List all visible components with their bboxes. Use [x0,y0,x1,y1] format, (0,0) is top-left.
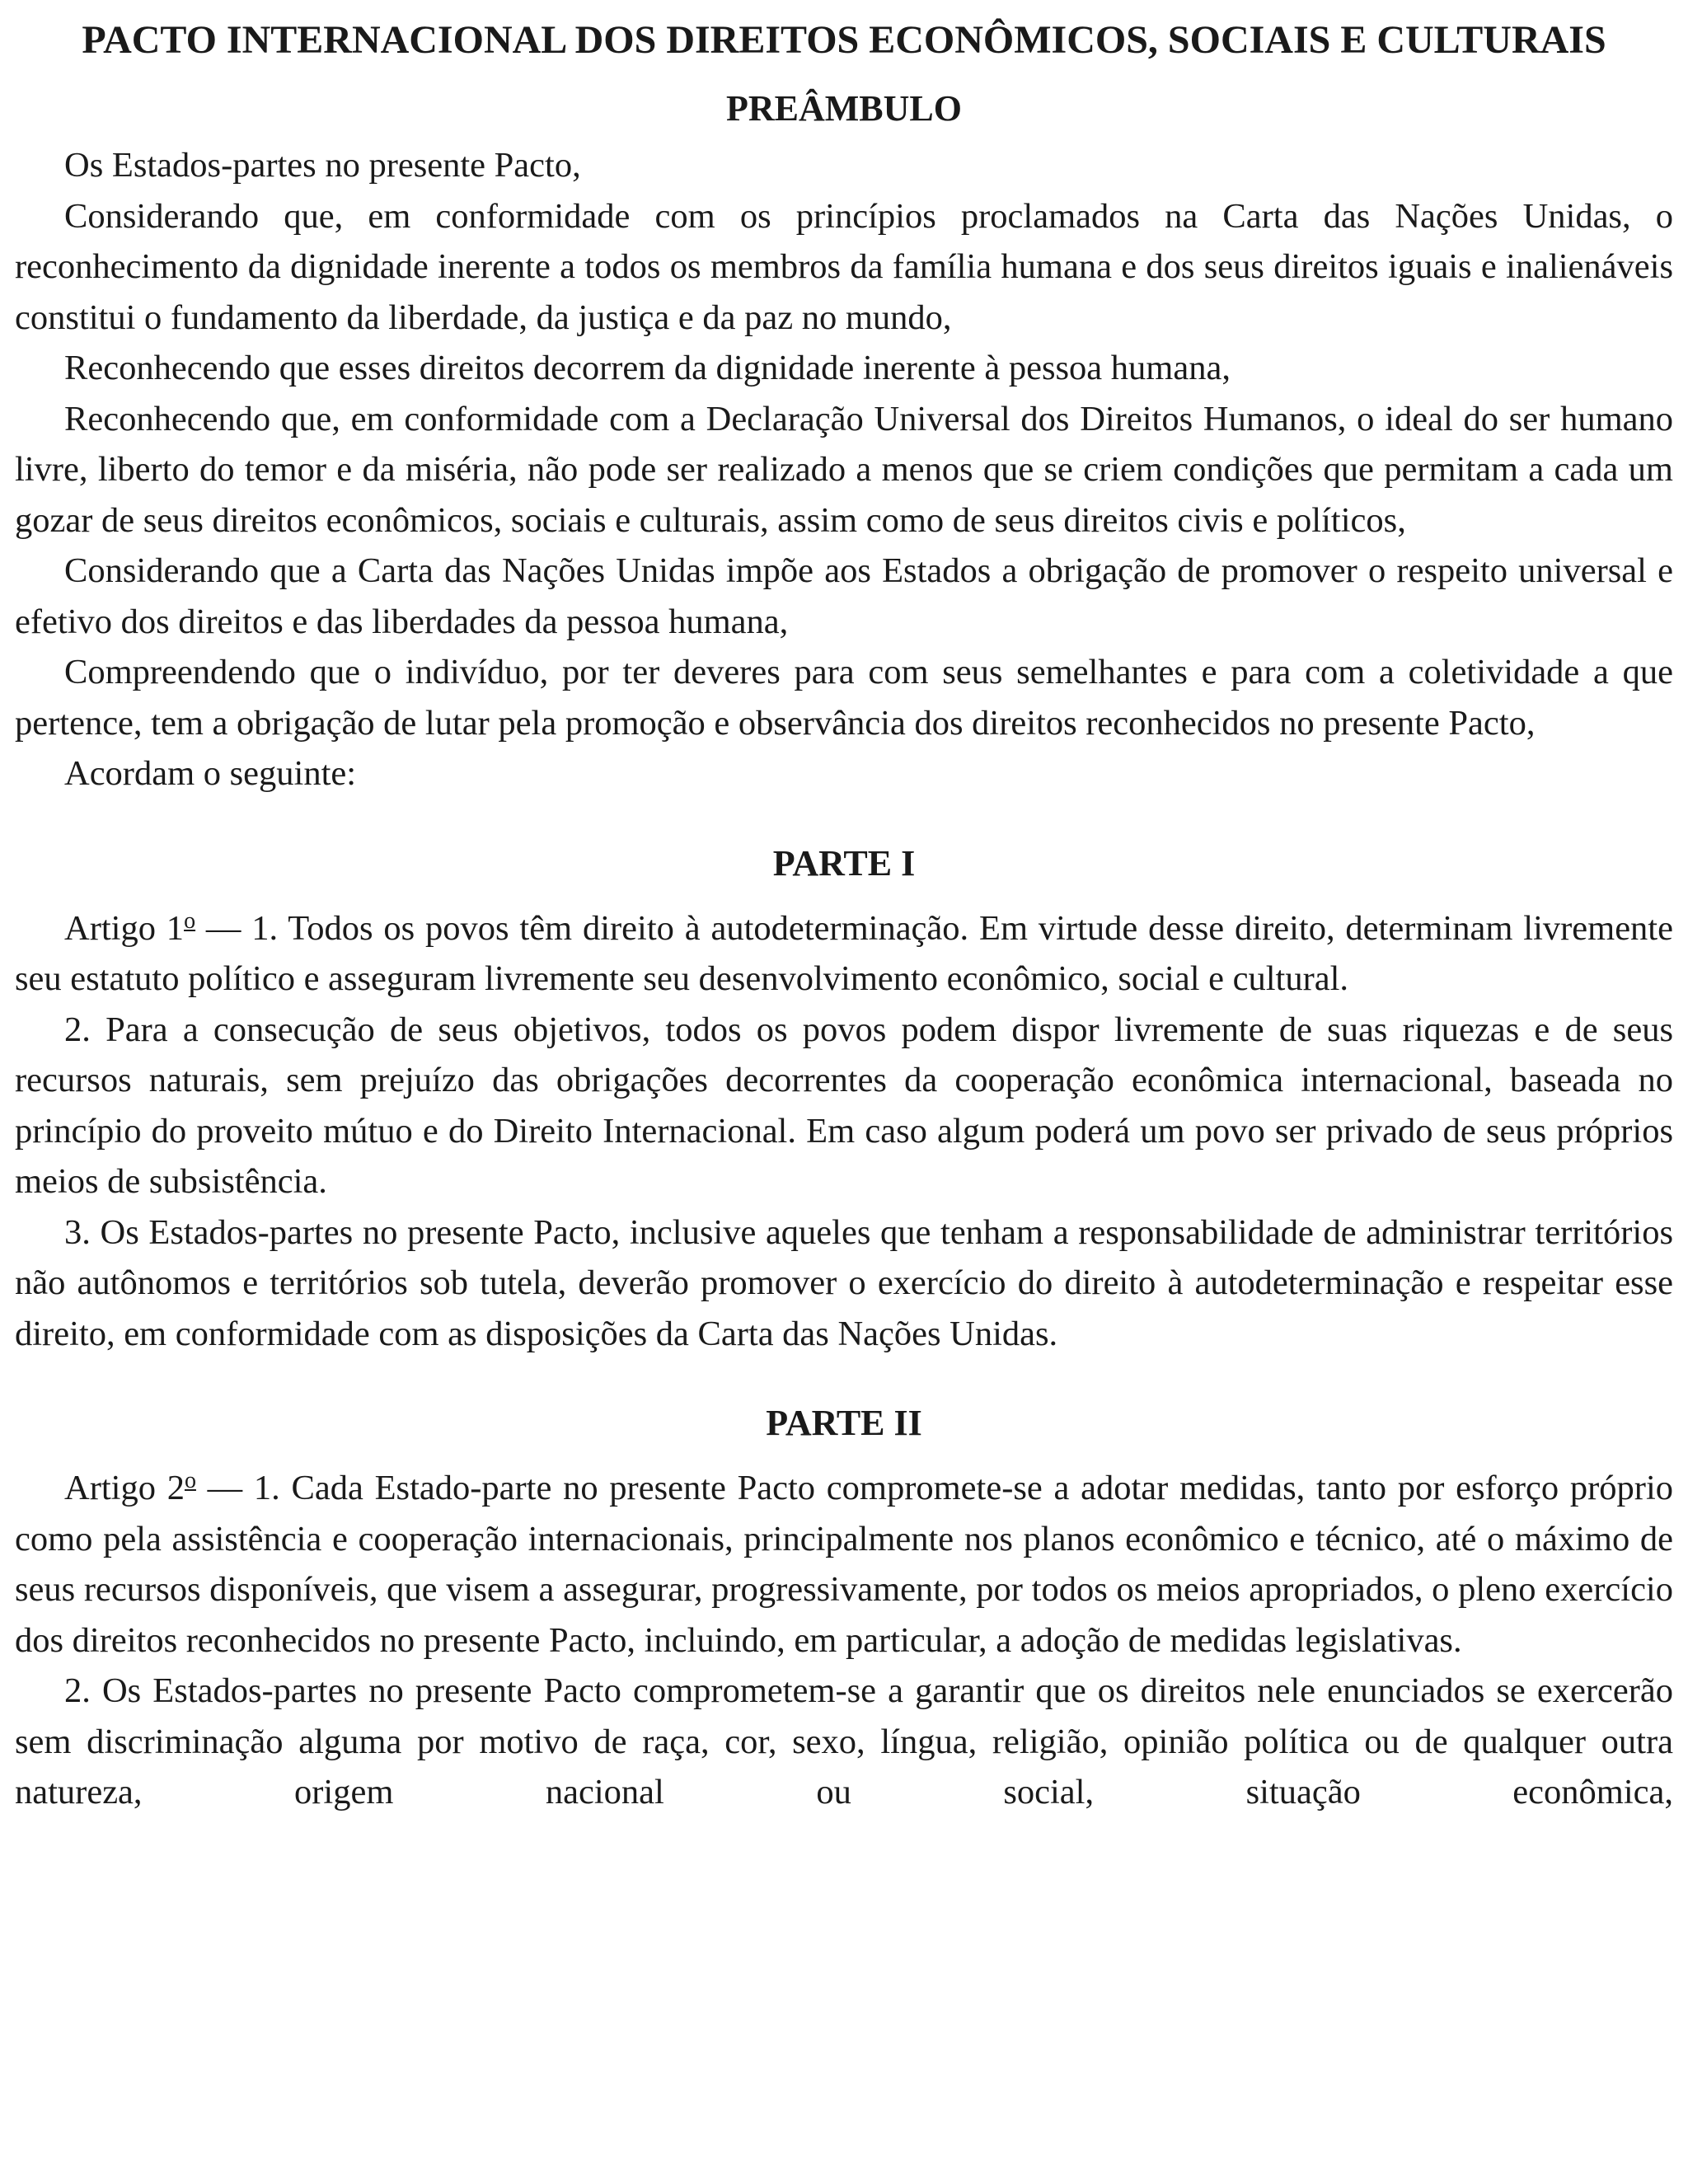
artigo-1-ordinal: o [184,907,196,934]
artigo-2-ordinal: o [184,1468,196,1493]
document-page [15,15,1673,1818]
preambulo-paragraph-7: Acordam o seguinte: [64,754,357,793]
preambulo-paragraph-2: Considerando que, em conformidade com os princípios proclamados na Carta das Nações Unidas, o reconhecimento da dignidade inerente a todos os membros da família humana e dos seus direitos iguais e inalienáveis constitui o fundamento da liberdade, da justiça e da paz no mundo, [15,196,1673,337]
preambulo-paragraph-6: Compreendendo que o indivíduo, por ter deveres para com seus semelhantes e para com a coletividade a que pertence, tem a obrigação de lutar pela promoção e observância dos direitos reconhecidos no presente Pacto, [15,653,1673,743]
artigo-1-label: Artigo 1 [64,908,185,948]
artigo-1-paragraph-1 [15,903,1673,1005]
preambulo-paragraph-5: Considerando que a Carta das Nações Unidas impõe aos Estados a obrigação de promover o respeito universal e efetivo dos direitos e das liberdades da pessoa humana, [15,551,1673,641]
artigo-1-paragraph-2: 2. Para a consecução de seus objetivos, todos os povos podem dispor livremente de suas riquezas e de seus recursos naturais, sem prejuízo das obrigações decorrentes da cooperação econômica internacional, baseada no princípio do proveito mútuo e do Direito Internacional. Em caso algum poderá um povo ser privado de seus próprios meios de subsistência. [15,1010,1673,1201]
artigo-2-text: — 1. Cada Estado-parte no presente Pacto compromete-se a adotar medidas, tanto por esforço próprio como pela assistência e cooperação internacionais, principalmente nos planos econômico e técnico, até o máximo de seus recursos disponíveis, que visem a assegurar, progressivamente, por todos os meios apropriados, o pleno exercício dos direitos reconhecidos no presente Pacto, incluindo, em particular, a adoção de medidas legislativas. [15,1469,1673,1660]
parte-2-heading: PARTE II [766,1403,922,1443]
artigo-2-label: Artigo 2 [64,1469,185,1507]
artigo-2-paragraph-2: 2. Os Estados-partes no presente Pacto comprometem-se a garantir que os direitos nele enunciados se exercerão sem discriminação alguma por motivo de raça, cor, sexo, língua, religião, opinião política ou de qualquer outra natureza, origem nacional ou social, situação econômica, [15,1671,1673,1811]
preambulo-paragraph-3: Reconhecendo que esses direitos decorrem da dignidade inerente à pessoa humana, [64,349,1231,387]
preambulo-paragraph-1: Os Estados-partes no presente Pacto, [64,146,581,185]
artigo-1-paragraph-3: 3. Os Estados-partes no presente Pacto, inclusive aqueles que tenham a responsabilidade de administrar territórios não autônomos e territórios sob tutela, deverão promover o exercício do direito à autodeterminação e respeitar esse direito, em conformidade com as disposições da Carta das Nações Unidas. [15,1212,1673,1353]
artigo-2-paragraph-1 [15,1463,1673,1666]
artigo-1-text: — 1. Todos os povos têm direito à autodeterminação. Em virtude desse direito, determinam livremente seu estatuto político e asseguram livremente seu desenvolvimento econômico, social e cultural. [15,908,1673,998]
document-title: PACTO INTERNACIONAL DOS DIREITOS ECONÔMICOS, SOCIAIS E CULTURAIS [82,18,1606,62]
parte-1-heading: PARTE I [772,842,916,883]
preambulo-paragraph-4: Reconhecendo que, em conformidade com a Declaração Universal dos Direitos Humanos, o ideal do ser humano livre, liberto do temor e da miséria, não pode ser realizado a menos que se criem condições que permitam a cada um gozar de seus direitos econômicos, sociais e culturais, assim como de seus direitos civis e políticos, [15,399,1673,540]
preambulo-heading: PREÂMBULO [726,88,962,129]
